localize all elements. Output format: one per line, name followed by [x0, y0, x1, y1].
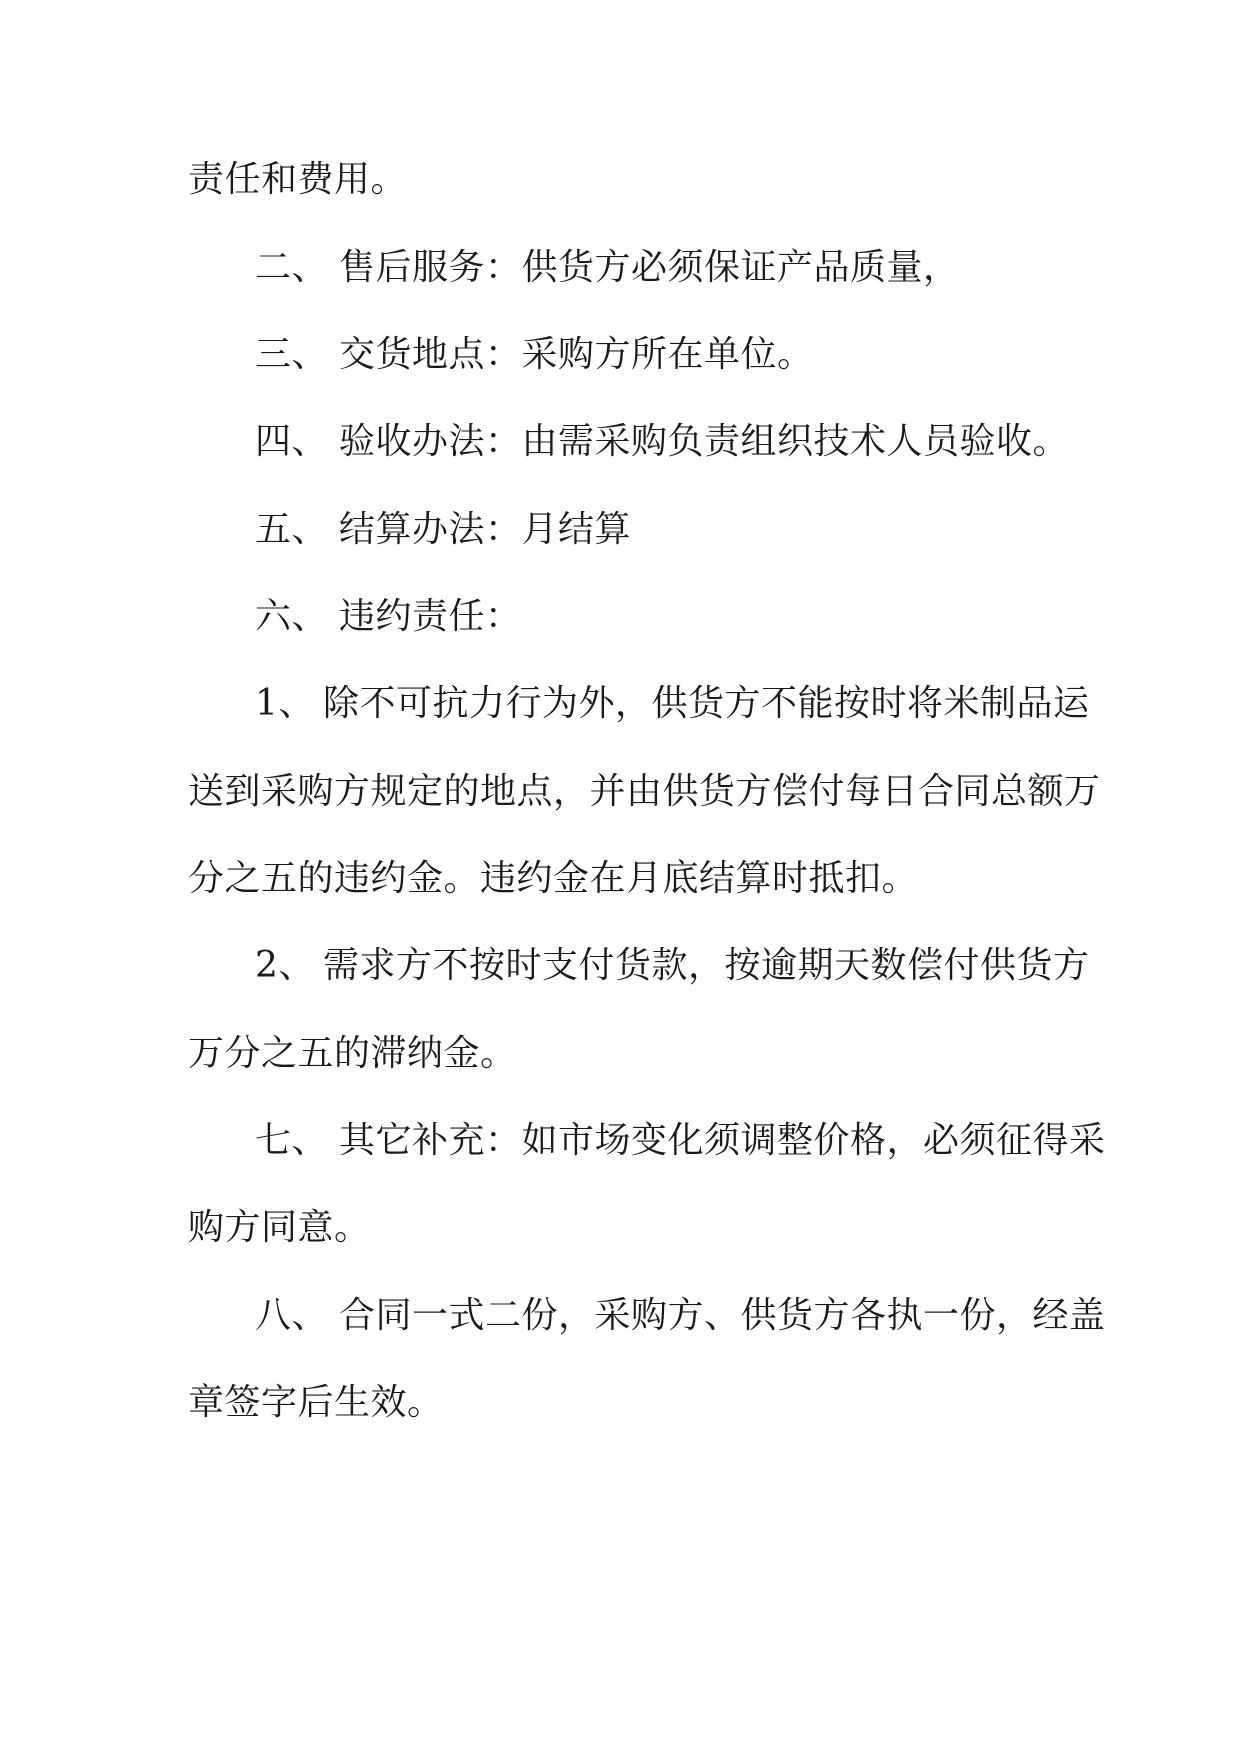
clause-3-line: [255, 333, 814, 377]
line-text: 送到采购方规定的地点，并由供货方偿付每日合同总额万: [188, 771, 1101, 812]
subclause-text: 除不可抗力行为外，供货方不能按时将米制品运: [323, 683, 1090, 724]
clause-number: 四、: [255, 421, 329, 462]
clause-8-line: [255, 1294, 1106, 1338]
clause-6-line: [255, 595, 522, 639]
clause-text: 其它补充：如市场变化须调整价格，必须征得采: [339, 1120, 1106, 1161]
clause-number: 五、: [255, 509, 329, 550]
subclause-number: 1、: [255, 683, 315, 724]
clause-2-line: [255, 246, 960, 290]
subclause-1-line: [255, 682, 1090, 726]
clause-4-line: [255, 420, 1069, 464]
line-text: 责任和费用。: [188, 159, 408, 200]
line-text: 分之五的违约金。违约金在月底结算时抵扣。: [188, 858, 919, 899]
clause-number: 八、: [255, 1295, 329, 1336]
subclause-2-line: [255, 944, 1090, 988]
clause-number: 七、: [255, 1120, 329, 1161]
subclause-number: 2、: [255, 945, 315, 986]
clause-text: 交货地点：采购方所在单位。: [339, 334, 814, 375]
clause-5-line: [255, 508, 631, 552]
paragraph-line: [188, 1381, 444, 1425]
clause-text: 结算办法：月结算: [339, 509, 632, 550]
clause-7-line: [255, 1119, 1106, 1163]
clause-text: 违约责任：: [339, 596, 522, 637]
clause-number: 三、: [255, 334, 329, 375]
paragraph-line: [188, 857, 918, 901]
paragraph-line: [188, 1032, 517, 1076]
clause-number: 二、: [255, 247, 329, 288]
paragraph-line: [188, 1206, 371, 1250]
paragraph-line: [188, 770, 1101, 814]
line-text: 购方同意。: [188, 1207, 371, 1248]
clause-text: 售后服务：供货方必须保证产品质量，: [339, 247, 960, 288]
subclause-text: 需求方不按时支付货款，按逾期天数偿付供货方: [323, 945, 1090, 986]
clause-text: 验收办法：由需采购负责组织技术人员验收。: [339, 421, 1070, 462]
clause-text: 合同一式二份，采购方、供货方各执一份，经盖: [339, 1295, 1106, 1336]
line-text: 万分之五的滞纳金。: [188, 1033, 517, 1074]
paragraph-line: [188, 158, 407, 202]
clause-number: 六、: [255, 596, 329, 637]
line-text: 章签字后生效。: [188, 1382, 444, 1423]
